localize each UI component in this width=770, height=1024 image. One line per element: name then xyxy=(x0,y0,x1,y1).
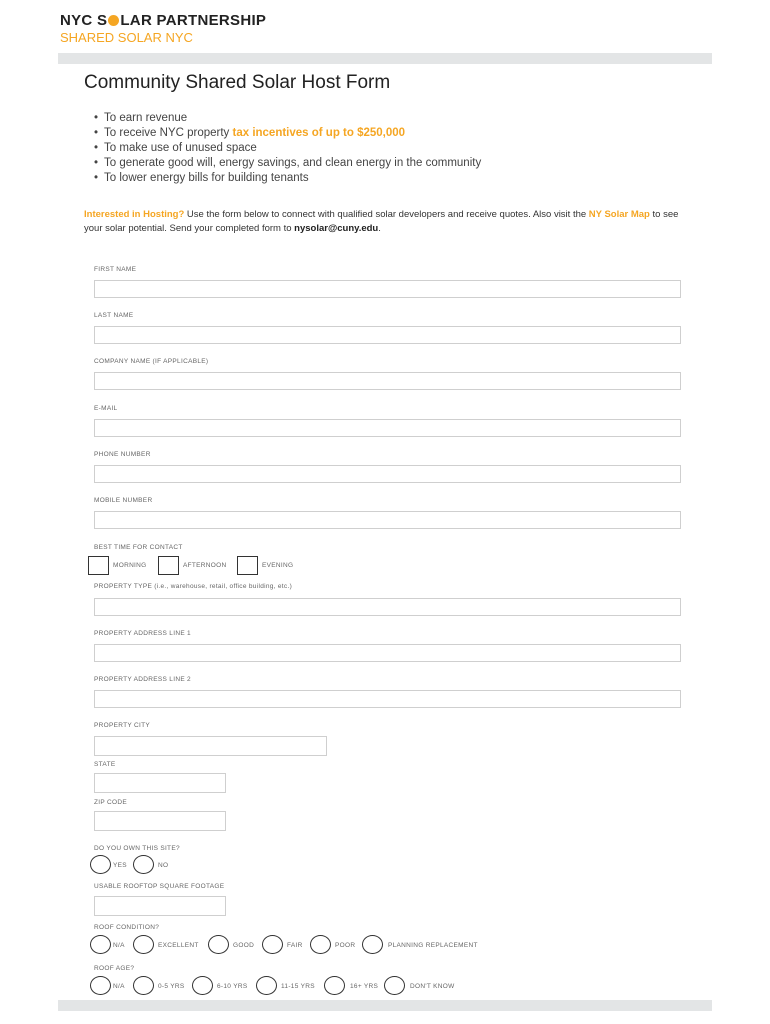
benefits-list xyxy=(94,111,481,186)
no-option-label: NO xyxy=(158,862,169,869)
roof-condition-na-label: N/A xyxy=(113,942,125,949)
property-type-field[interactable] xyxy=(94,598,681,616)
roof-age-label: ROOF AGE? xyxy=(94,965,135,972)
roof-condition-na-radio[interactable] xyxy=(90,935,111,954)
roof-age-6-10-radio[interactable] xyxy=(192,976,213,995)
state-label: STATE xyxy=(94,761,116,768)
tax-incentive-link[interactable]: tax incentives of up to $250,000 xyxy=(232,127,406,139)
brand-logo xyxy=(60,12,266,46)
mobile-label: MOBILE NUMBER xyxy=(94,497,153,504)
roof-condition-replacement-label: PLANNING REPLACEMENT xyxy=(388,942,478,949)
rooftop-footage-label: USABLE ROOFTOP SQUARE FOOTAGE xyxy=(94,883,225,890)
morning-option-label: MORNING xyxy=(113,562,147,569)
mobile-field[interactable] xyxy=(94,511,681,529)
address-line2-label: PROPERTY ADDRESS LINE 2 xyxy=(94,676,191,683)
zip-label: ZIP CODE xyxy=(94,799,127,806)
roof-age-dont-know-label: DON'T KNOW xyxy=(410,983,455,990)
afternoon-checkbox[interactable] xyxy=(158,556,179,575)
address-line2-field[interactable] xyxy=(94,690,681,708)
city-field[interactable] xyxy=(94,736,327,756)
best-time-label: BEST TIME FOR CONTACT xyxy=(94,544,183,551)
state-field[interactable] xyxy=(94,773,226,793)
roof-condition-excellent-radio[interactable] xyxy=(133,935,154,954)
afternoon-option-label: AFTERNOON xyxy=(183,562,227,569)
roof-age-11-15-radio[interactable] xyxy=(256,976,277,995)
last-name-label: LAST NAME xyxy=(94,312,134,319)
morning-checkbox[interactable] xyxy=(88,556,109,575)
roof-age-0-5-label: 0-5 YRS xyxy=(158,983,185,990)
evening-checkbox[interactable] xyxy=(237,556,258,575)
address-line1-label: PROPERTY ADDRESS LINE 1 xyxy=(94,630,191,637)
roof-age-0-5-radio[interactable] xyxy=(133,976,154,995)
phone-field[interactable] xyxy=(94,465,681,483)
sun-icon xyxy=(108,15,119,26)
roof-condition-poor-radio[interactable] xyxy=(310,935,331,954)
roof-age-na-radio[interactable] xyxy=(90,976,111,995)
roof-age-dont-know-radio[interactable] xyxy=(384,976,405,995)
address-line1-field[interactable] xyxy=(94,644,681,662)
footer-divider xyxy=(58,1000,712,1011)
roof-condition-fair-label: FAIR xyxy=(287,942,303,949)
property-type-label: PROPERTY TYPE (i.e., warehouse, retail, office building, etc.) xyxy=(94,583,293,590)
roof-condition-excellent-label: EXCELLENT xyxy=(158,942,199,949)
roof-age-6-10-label: 6-10 YRS xyxy=(217,983,248,990)
intro-text: Interested in Hosting? Use the form below to connect with qualified solar developers and receive quotes. Also visit the NY Solar Map to see your solar potential. Send your completed form to nysolar@cuny.edu. xyxy=(84,209,679,234)
own-site-yes-radio[interactable] xyxy=(90,855,111,874)
roof-condition-good-radio[interactable] xyxy=(208,935,229,954)
ny-solar-map-link[interactable]: NY Solar Map xyxy=(588,209,650,220)
email-link[interactable]: nysolar@cuny.edu xyxy=(294,223,379,234)
list-item: • To earn revenue xyxy=(94,111,481,126)
city-label: PROPERTY CITY xyxy=(94,722,151,729)
company-field[interactable] xyxy=(94,372,681,390)
page-title: Community Shared Solar Host Form xyxy=(84,72,391,93)
roof-age-11-15-label: 11-15 YRS xyxy=(281,983,315,990)
roof-condition-good-label: GOOD xyxy=(233,942,255,949)
email-field[interactable] xyxy=(94,419,681,437)
list-item: • To lower energy bills for building tenants xyxy=(94,171,481,186)
list-item: • To receive NYC property tax incentives of up to $250,000 xyxy=(94,126,481,141)
own-site-label: DO YOU OWN THIS SITE? xyxy=(94,845,180,852)
roof-condition-label: ROOF CONDITION? xyxy=(94,924,160,931)
roof-age-na-label: N/A xyxy=(113,983,125,990)
list-item: • To make use of unused space xyxy=(94,141,481,156)
phone-label: PHONE NUMBER xyxy=(94,451,151,458)
roof-condition-replacement-radio[interactable] xyxy=(362,935,383,954)
evening-option-label: EVENING xyxy=(262,562,294,569)
email-label: E-MAIL xyxy=(94,405,118,412)
rooftop-footage-field[interactable] xyxy=(94,896,226,916)
last-name-field[interactable] xyxy=(94,326,681,344)
first-name-field[interactable] xyxy=(94,280,681,298)
header-divider xyxy=(58,53,712,64)
first-name-label: FIRST NAME xyxy=(94,266,137,273)
yes-option-label: YES xyxy=(113,862,127,869)
roof-age-16-plus-label: 16+ YRS xyxy=(350,983,379,990)
own-site-no-radio[interactable] xyxy=(133,855,154,874)
roof-condition-fair-radio[interactable] xyxy=(262,935,283,954)
roof-condition-poor-label: POOR xyxy=(335,942,356,949)
zip-field[interactable] xyxy=(94,811,226,831)
roof-age-16-plus-radio[interactable] xyxy=(324,976,345,995)
brand-subtitle: SHARED SOLAR NYC xyxy=(60,30,193,45)
list-item: • To generate good will, energy savings, and clean energy in the community xyxy=(94,156,481,171)
company-label: COMPANY NAME (IF APPLICABLE) xyxy=(94,358,209,365)
brand-title: NYC S LAR PARTNERSHIP xyxy=(60,12,267,29)
